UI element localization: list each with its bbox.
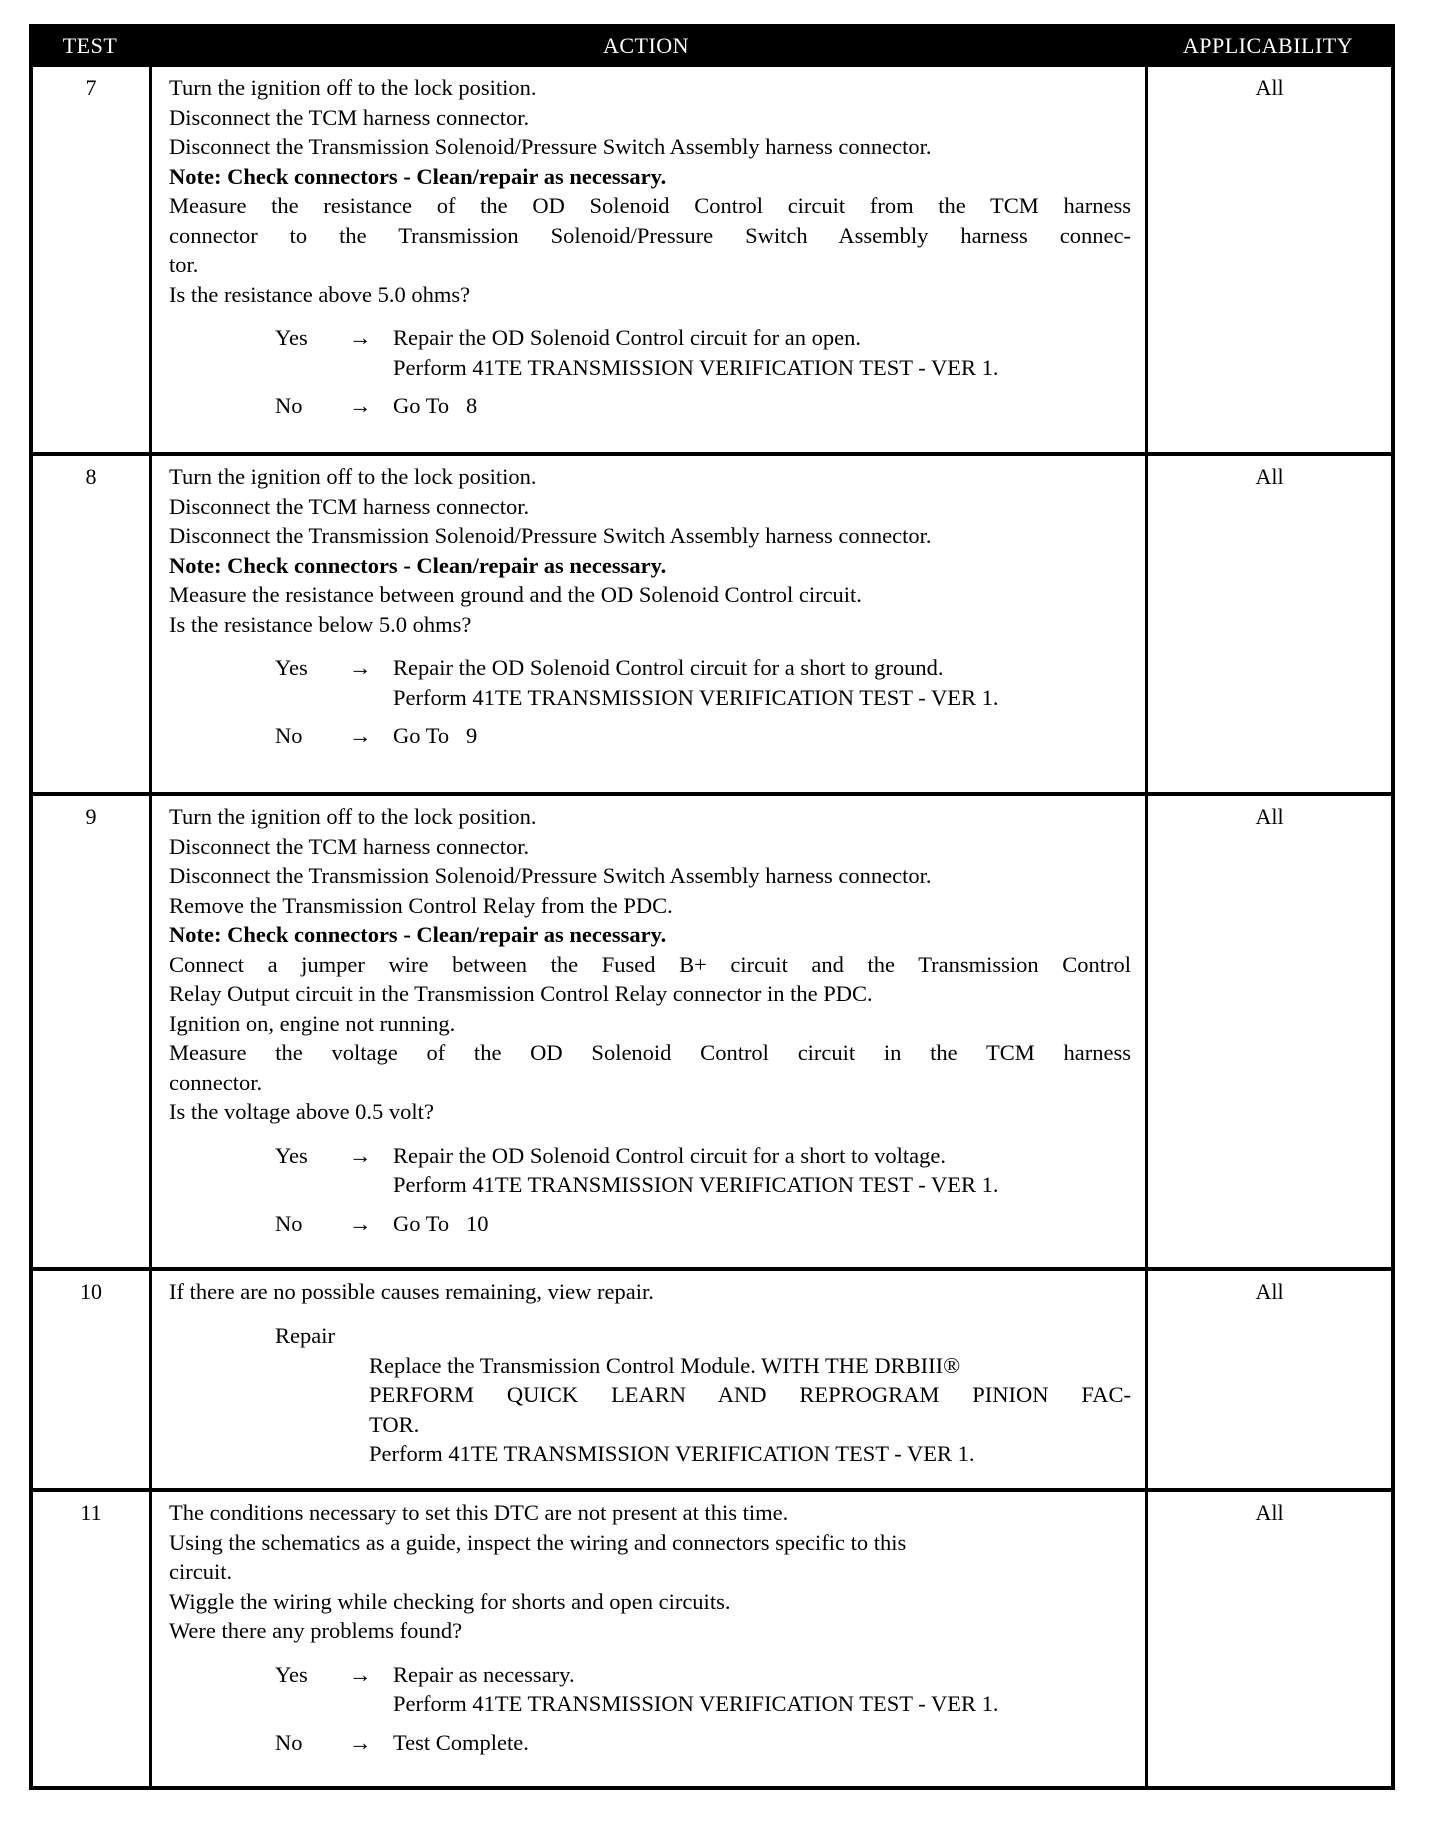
no-result: Test Complete. — [393, 1729, 529, 1755]
test-number: 9 — [33, 796, 152, 1267]
action-line: Measure the voltage of the OD Solenoid Control circuit in the TCM harness — [169, 1040, 1131, 1065]
action-line: Turn the ignition off to the lock position. — [169, 804, 537, 829]
action-line: Disconnect the TCM harness connector. — [169, 493, 530, 519]
yes-result — [393, 1141, 998, 1200]
yes-branch — [169, 653, 1131, 713]
header-test: TEST — [62, 33, 118, 58]
table-row-test-9 — [29, 796, 1395, 1271]
yes-result-line: Perform 41TE TRANSMISSION VERIFICATION TEST - VER 1. — [393, 1172, 999, 1197]
arrow-right-icon: → — [349, 325, 372, 350]
applicability-value: All — [1145, 67, 1391, 452]
applicability-value: All — [1145, 796, 1391, 1267]
action-line: circuit. — [169, 1559, 233, 1584]
no-label: No — [275, 393, 303, 418]
action-line: Ignition on, engine not running. — [169, 1010, 456, 1036]
action-line: Disconnect the Transmission Solenoid/Pressure Switch Assembly harness connector. — [169, 134, 932, 159]
no-result: Go To 8 — [393, 393, 478, 418]
no-label: No — [275, 723, 303, 748]
note-line: Note: Check connectors - Clean/repair as necessary. — [169, 552, 667, 578]
yes-result-line: Repair the OD Solenoid Control circuit for a short to voltage. — [393, 1142, 947, 1168]
arrow-right-icon: → — [349, 1210, 372, 1236]
yes-result-line: Perform 41TE TRANSMISSION VERIFICATION TEST - VER 1. — [393, 684, 999, 710]
note-line: Note: Check connectors - Clean/repair as necessary. — [169, 922, 667, 947]
action-line: tor. — [169, 252, 199, 277]
no-branch — [169, 391, 1131, 421]
yes-branch — [169, 1660, 1131, 1720]
yes-label: Yes — [275, 1661, 308, 1687]
action-line: If there are no possible causes remaining, view repair. — [169, 1279, 654, 1304]
yes-label: Yes — [275, 1142, 308, 1168]
arrow-right-icon: → — [349, 655, 372, 680]
yes-result — [393, 653, 998, 712]
yes-result — [393, 323, 998, 382]
no-branch — [169, 721, 1131, 751]
action-line: Measure the resistance of the OD Solenoid Control circuit from the TCM harness — [169, 193, 1131, 218]
action-cell — [155, 67, 1145, 452]
repair-label: Repair — [275, 1322, 335, 1348]
action-cell — [155, 1492, 1145, 1786]
action-line: Remove the Transmission Control Relay from the PDC. — [169, 892, 673, 918]
test-number: 7 — [33, 67, 152, 452]
action-line: connector to the Transmission Solenoid/Pressure Switch Assembly harness connec- — [169, 222, 1131, 248]
action-line: Turn the ignition off to the lock position. — [169, 464, 537, 489]
no-branch — [169, 1728, 1131, 1758]
arrow-right-icon: → — [349, 1729, 372, 1755]
question-line: Is the resistance above 5.0 ohms? — [169, 281, 471, 307]
action-cell — [155, 796, 1145, 1267]
yes-branch — [169, 323, 1131, 383]
action-line: Disconnect the TCM harness connector. — [169, 833, 530, 859]
table-row-test-7 — [29, 67, 1395, 456]
repair-instructions — [169, 1351, 1131, 1469]
action-line: connector. — [169, 1069, 263, 1095]
repair-line: Replace the Transmission Control Module. WITH THE DRBIII® — [369, 1352, 961, 1378]
yes-branch — [169, 1141, 1131, 1201]
no-branch — [169, 1209, 1131, 1239]
no-result: Go To 10 — [393, 1210, 489, 1236]
question-line: Were there any problems found? — [169, 1618, 463, 1643]
action-line: Disconnect the TCM harness connector. — [169, 104, 530, 130]
table-row-test-11 — [29, 1492, 1395, 1790]
yes-result — [393, 1660, 998, 1719]
yes-result-line: Perform 41TE TRANSMISSION VERIFICATION TEST - VER 1. — [393, 1691, 999, 1716]
test-number: 8 — [33, 456, 152, 792]
yes-result-line: Repair as necessary. — [393, 1661, 575, 1687]
applicability-value: All — [1145, 456, 1391, 792]
action-cell — [155, 456, 1145, 792]
repair-line: Perform 41TE TRANSMISSION VERIFICATION TEST - VER 1. — [369, 1441, 975, 1466]
action-line: Turn the ignition off to the lock position. — [169, 75, 537, 100]
yes-label: Yes — [275, 325, 308, 350]
action-line: Wiggle the wiring while checking for shorts and open circuits. — [169, 1588, 731, 1614]
yes-result-line: Repair the OD Solenoid Control circuit for an open. — [393, 325, 862, 350]
no-result: Go To 9 — [393, 723, 478, 748]
arrow-right-icon: → — [349, 1661, 372, 1687]
repair-line: PERFORM QUICK LEARN AND REPROGRAM PINION FAC- — [369, 1382, 1131, 1407]
header-action: ACTION — [602, 33, 690, 58]
applicability-value: All — [1145, 1492, 1391, 1786]
no-label: No — [275, 1210, 303, 1236]
arrow-right-icon: → — [349, 393, 372, 418]
action-line: Disconnect the Transmission Solenoid/Pressure Switch Assembly harness connector. — [169, 863, 932, 888]
test-number: 10 — [33, 1271, 152, 1488]
question-line: Is the resistance below 5.0 ohms? — [169, 611, 472, 637]
action-line: Using the schematics as a guide, inspect the wiring and connectors specific to this — [169, 1529, 907, 1555]
question-line: Is the voltage above 0.5 volt? — [169, 1099, 434, 1124]
note-line: Note: Check connectors - Clean/repair as necessary. — [169, 163, 667, 189]
test-number: 11 — [33, 1492, 152, 1786]
table-header — [29, 24, 1395, 67]
arrow-right-icon: → — [349, 1142, 372, 1168]
yes-label: Yes — [275, 655, 308, 680]
no-label: No — [275, 1729, 303, 1755]
action-line: Relay Output circuit in the Transmission Control Relay connector in the PDC. — [169, 981, 873, 1006]
yes-result-line: Perform 41TE TRANSMISSION VERIFICATION TEST - VER 1. — [393, 354, 999, 380]
arrow-right-icon: → — [349, 723, 372, 748]
table-row-test-8 — [29, 456, 1395, 796]
action-cell — [155, 1271, 1145, 1488]
repair-line: TOR. — [369, 1411, 420, 1437]
yes-result-line: Repair the OD Solenoid Control circuit for a short to ground. — [393, 655, 944, 680]
action-line: The conditions necessary to set this DTC are not present at this time. — [169, 1500, 789, 1525]
table-row-test-10 — [29, 1271, 1395, 1492]
applicability-value: All — [1145, 1271, 1391, 1488]
action-line: Measure the resistance between ground and the OD Solenoid Control circuit. — [169, 582, 862, 607]
action-line: Disconnect the Transmission Solenoid/Pressure Switch Assembly harness connector. — [169, 523, 932, 548]
header-applicability: APPLICABILITY — [1182, 33, 1354, 58]
action-line: Connect a jumper wire between the Fused B+ circuit and the Transmission Control — [169, 951, 1131, 977]
